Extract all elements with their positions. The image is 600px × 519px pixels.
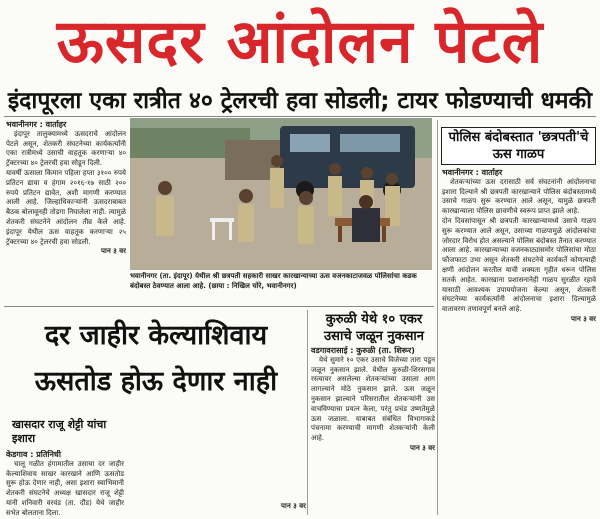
continued-label: पान ३ वर [281, 502, 306, 511]
bottom-story-continued [281, 502, 306, 512]
mid-story [311, 346, 435, 514]
main-story-continued [6, 247, 126, 257]
main-story-body: इंदापूर तालुक्यामध्ये ऊसदराचे आंदोलन पेटले असून, शेतकरी संघटनेच्या कार्यकर्त्यांनी एका रात्रीमध्ये उसाची वाहतूक करणाऱ्या ४० ट्रॅक्टरच्या ४० ट्रेलरची हवा सोडून दिली. यावर्षी ऊसाला किमान पहिला हप्ता ३१०० रुपये प्रतिटन द्यावा व हंगाम २०१६-१७ साठी २०० रुपये प्रतिटन द्यावेत, अशी मागणी करण्यात आली आहे. जिल्हाधिकाऱ्यांनी ऊसदराबाबत बैठक बोलावूनही तोडगा निघालेला नाही. त्यामुळे शेतकरी संघटनेने आंदोलन तीव्र केले आहे. इंदापूर येथील ऊस वाहतूक करणाऱ्या २५ ट्रॅक्टरच्या ४० ट्रेलरची हवा सोडली. [6, 129, 126, 246]
side-story [442, 168, 596, 513]
police-bandobast-photo [130, 118, 432, 270]
bottom-story-dateline: केडगाव : प्रतिनिधी [6, 450, 61, 459]
continued-label: पान ३ वर [410, 443, 435, 452]
bottom-story-col2 [128, 412, 306, 512]
side-story-continued [442, 315, 596, 325]
mid-story-continued [311, 444, 435, 454]
bottom-story-body: चालू गळीत हंगामातील उसाचा दर जाहीर केल्याशिवाय साखर कारखाने आणि ऊसतोड सुरू होऊ देणार नाही, असा इशारा स्वाभिमानी शेतकरी संघटनेचे अध्यक्ष खासदार राजू शेट्टी यांनी शनिवारी वरवंड (ता. दौंड) येथे जाहीर सभेत बोलताना दिला. [6, 459, 124, 516]
bottom-story-col1 [6, 450, 124, 516]
news-photo [130, 118, 432, 270]
headline: ऊसदर आंदोलन पेटले [56, 7, 544, 77]
column-divider [307, 310, 308, 515]
subheadline: इंदापूरला एका रात्रीत ४० ट्रेलरची हवा सोडली; टायर फोडण्याची धमकी [7, 88, 593, 114]
mid-story-dateline: वडगावरासाई : कुरुळी (ता. शिरूर) [311, 346, 415, 355]
divider [4, 306, 434, 307]
bottom-story-byline: खासदार राजू शेट्टी यांचा इशारा [12, 418, 107, 445]
continued-label: पान ३ वर [101, 247, 126, 256]
main-story-dateline: भवानीनगर : वार्ताहर [6, 120, 67, 129]
divider [4, 116, 596, 117]
continued-label: पान ३ वर [571, 314, 596, 323]
photo-caption: भवानीनगर (ता. इंदापूर) येथील श्री छत्रपती सहकारी साखर कारखान्याच्या ऊस वजनकाटाजवळ पोलिसांचा कडक बंदोबस्त ठेवण्यात आला आहे. (छाया : निखिल चोरे, भवानीनगर) [130, 272, 417, 290]
mid-story-headline: कुरुळी येथे १० एकर उसाचे जळून नुकसान [324, 312, 424, 344]
side-story-dateline: भवानीनगर : वार्ताहर [442, 168, 503, 177]
side-story-body: शेतकऱ्यांच्या ऊस दरासाठी सर्व संघटनांनी आंदोलनाचा इशारा दिल्याने श्री छत्रपती कारखान्याने पोलिस बंदोबस्तामध्ये उसाचे गाळप सुरू करण्यात आले असून, यामुळे छत्रपती कारखान्याला पोलिस छावणीचे स्वरूप प्राप्त झाले आहे. दोन दिवसांपासून श्री छत्रपती कारखान्यामध्ये उसाचे गाळप सुरू करण्यात आले असून, उसाच्या गाळपामुळे आंदोलकांचा जोरदार विरोध होत असल्याने पोलिस बंदोबस्त तैनात करण्यात आला आहे. कारखान्याच्या वजनकाट्यासमोर पोलिसांचा मोठा फौजफाटा उभा असून शेतकरी संघटनेचे कार्यकर्ते कोणत्याही क्षणी आंदोलन करतील याची शक्यता गृहीत धरून पोलिस सतर्क आहेत. कारखाना प्रशासनानेही गाळप सुरळीत रहावे यासाठी आवश्यक उपाययोजना केल्या असून, शेतकरी संघटनेच्या कार्यकर्त्यांनी आंदोलनाचा इशारा दिल्यामुळे वातावरण तणावपूर्ण बनले आहे. [442, 177, 596, 314]
mid-story-body: येथे सुमारे १० एकर उसाचे विजेच्या तारा पडून जळून नुकसान झाले. येथील कुरुळी-शिरसगाव रस्त्यावर असलेल्या शेतकऱ्यांच्या उसाला आग लागल्याने मोठे नुकसान झाले. ऊस जळून नुकसान झाल्याने परिसरातील शेतकऱ्यांनी उस वाचविण्याचा प्रयत्न केला, परंतु प्रचंड उष्णतेमुळे ऊस जळाला. याबाबत संबंधित विभागाकडे पंचनामा करण्याची मागणी शेतकऱ्यांनी केली आहे. [311, 355, 435, 443]
side-story-headline: पोलिस बंदोबस्तात 'छत्रपती'चे ऊस गाळप [441, 127, 596, 165]
bottom-story-headline: दर जाहीर केल्याशिवाय ऊसतोड होऊ देणार नाही [34, 320, 278, 397]
main-story [6, 120, 126, 308]
